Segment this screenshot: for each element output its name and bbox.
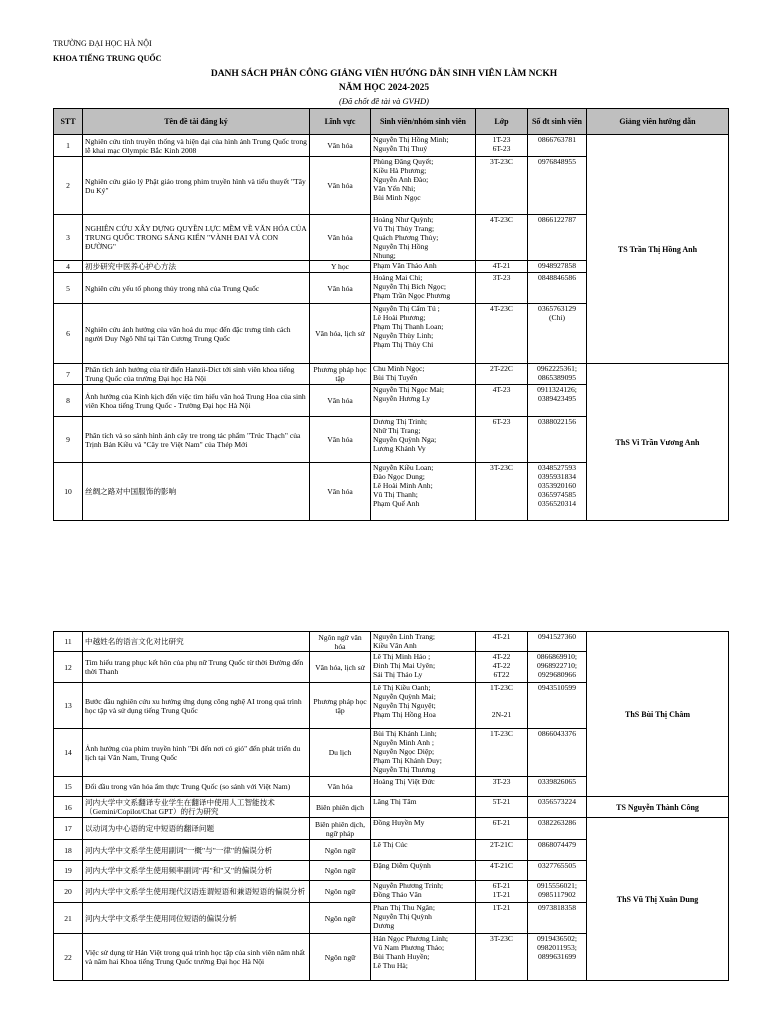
row-number: 22 — [54, 934, 83, 981]
phone-cell: 0911324126; 0389423495 — [528, 385, 587, 417]
class-cell: 1T-23 6T-23 — [476, 135, 528, 157]
topic-cell: 河内大学中文系学生使用副词"一概"与"一律"的偏误分析 — [83, 840, 310, 861]
topic-cell: Ảnh hưởng của Kinh kịch đến việc tìm hiểu văn hoá Trung Hoa của sinh viên Khoa tiếng Trung Quốc - Trường Đại học Hà Nội — [83, 385, 310, 417]
advisor-cell: ThS Vũ Thị Xuân Dung — [587, 818, 729, 981]
row-number: 18 — [54, 840, 83, 861]
students-cell: Chu Minh Ngọc; Bùi Thị Tuyến — [371, 364, 476, 385]
class-cell: 3T-23C — [476, 157, 528, 215]
students-cell: Hoàng Mai Chi; Nguyễn Thị Bích Ngọc; Phạm Trần Ngọc Phương — [371, 273, 476, 304]
col-header-topic: Tên đề tài đăng ký — [83, 109, 310, 135]
row-number: 15 — [54, 777, 83, 797]
document-title: DANH SÁCH PHÂN CÔNG GIẢNG VIÊN HƯỚNG DẪN SINH VIÊN LÀM NCKH — [210, 69, 558, 79]
row-number: 5 — [54, 273, 83, 304]
topic-cell: Bước đầu nghiên cứu xu hướng ứng dụng công nghệ AI trong quá trình học tập và sử dụng tiếng Trung Quốc — [83, 683, 310, 729]
table-row — [54, 818, 729, 840]
row-number: 17 — [54, 818, 83, 840]
class-cell: 4T-21 — [476, 261, 528, 273]
topic-cell: 丝绸之路对中国服饰的影响 — [83, 463, 310, 521]
phone-cell: 0868074479 — [528, 840, 587, 861]
class-cell: 4T-23C — [476, 215, 528, 261]
students-cell: Nguyễn Thị Ngọc Mai; Nguyễn Hương Ly — [371, 385, 476, 417]
topic-cell: Nghiên cứu ảnh hưởng của văn hoá du mục đến đặc trưng tính cách người Duy Ngô Nhĩ tại Tân Cương Trung Quốc — [83, 304, 310, 364]
topic-cell: Nghiên cứu tính truyền thống và hiện đại của hình ảnh Trung Quốc trong lễ khai mạc Olympic Bắc Kinh 2008 — [83, 135, 310, 157]
phone-cell: 0382263286 — [528, 818, 587, 840]
students-cell: Nguyễn Thị Cẩm Tú ; Lê Hoài Phương; Phạm Thị Thanh Loan; Nguyễn Thùy Linh; Phạm Thị Thùy Chi — [371, 304, 476, 364]
class-cell: 4T-22 4T-22 6T22 — [476, 652, 528, 683]
row-number: 8 — [54, 385, 83, 417]
row-number: 13 — [54, 683, 83, 729]
phone-cell: 0973818358 — [528, 903, 587, 934]
topic-cell: Phân tích ảnh hưởng của từ điển Hanzii-Dict tới sinh viên khoa tiếng Trung Quốc của trường Đại học Hà Nội — [83, 364, 310, 385]
row-number: 10 — [54, 463, 83, 521]
students-cell: Nguyễn Linh Trang; Kiều Vân Anh — [371, 632, 476, 652]
class-cell: 3T-23C — [476, 934, 528, 981]
field-cell: Văn hóa — [310, 777, 371, 797]
students-cell: Hán Ngọc Phương Linh; Vũ Nam Phương Thảo; Bùi Thanh Huyền; Lê Thu Hà; — [371, 934, 476, 981]
field-cell: Ngôn ngữ văn hóa — [310, 632, 371, 652]
table-header-row — [54, 109, 729, 135]
field-cell: Biên phiên dịch, ngữ pháp — [310, 818, 371, 840]
topic-cell: 河内大学中文系翻译专业学生在翻译中使用人工智能技术（Gemini/Copilot/Chat GPT）的行为研究 — [83, 797, 310, 818]
field-cell: Y học — [310, 261, 371, 273]
topic-cell: 河内大学中文系学生使用同位短语的偏误分析 — [83, 903, 310, 934]
students-cell: Lê Thị Minh Hảo ; Đinh Thị Mai Uyên; Sái Thị Thảo Ly — [371, 652, 476, 683]
class-cell: 2T-22C — [476, 364, 528, 385]
col-header-class: Lớp — [476, 109, 528, 135]
students-cell: Phạm Văn Thảo Anh — [371, 261, 476, 273]
topic-cell: Ảnh hưởng của phim truyền hình "Đi đến nơi có gió" đến phát triển du lịch tại Vân Nam, Trung Quốc — [83, 729, 310, 777]
field-cell: Ngôn ngữ — [310, 861, 371, 881]
field-cell: Văn hóa — [310, 417, 371, 463]
university-name: TRƯỜNG ĐẠI HỌC HÀ NỘI — [53, 39, 152, 48]
class-cell: 4T-21 — [476, 632, 528, 652]
topic-cell: 中越姓名的语言文化对比研究 — [83, 632, 310, 652]
phone-cell: 0388022156 — [528, 417, 587, 463]
row-number: 14 — [54, 729, 83, 777]
topic-cell: Nghiên cứu yếu tố phong thủy trong nhà của Trung Quốc — [83, 273, 310, 304]
field-cell: Văn hóa — [310, 273, 371, 304]
phone-cell: 0339826065 — [528, 777, 587, 797]
class-cell: 3T-23 — [476, 273, 528, 304]
col-header-students: Sinh viên/nhóm sinh viên — [371, 109, 476, 135]
phone-cell: 0919436502; 0982011953; 0899631699 — [528, 934, 587, 981]
field-cell: Ngôn ngữ — [310, 903, 371, 934]
field-cell: Ngôn ngữ — [310, 840, 371, 861]
class-cell: 6T-21 1T-21 — [476, 881, 528, 903]
class-cell: 5T-21 — [476, 797, 528, 818]
topic-cell: NGHIÊN CỨU XÂY DỰNG QUYỀN LỰC MỀM VỀ VĂN HÓA CỦA TRUNG QUỐC TRONG SÁNG KIẾN "VÀNH ĐAI VÀ CON ĐƯỜNG" — [83, 215, 310, 261]
class-cell: 6T-21 — [476, 818, 528, 840]
students-cell: Dương Thị Trinh; Nhữ Thị Trang; Nguyễn Quỳnh Nga; Lương Khánh Vy — [371, 417, 476, 463]
class-cell: 4T-23C — [476, 304, 528, 364]
students-cell: Hoàng Như Quỳnh; Vũ Thị Thùy Trang; Quách Phương Thủy; Nguyễn Thị Hồng Nhung; — [371, 215, 476, 261]
col-header-field: Lĩnh vực — [310, 109, 371, 135]
row-number: 16 — [54, 797, 83, 818]
students-cell: Lê Thị Cúc — [371, 840, 476, 861]
phone-cell: 0848846586 — [528, 273, 587, 304]
col-header-advisor: Giảng viên hướng dẫn — [587, 109, 729, 135]
phone-cell: 0943510599 — [528, 683, 587, 729]
advisor-cell: ThS Bùi Thị Châm — [587, 632, 729, 797]
field-cell: Du lịch — [310, 729, 371, 777]
phone-cell: 0866763781 — [528, 135, 587, 157]
class-cell: 4T-21C — [476, 861, 528, 881]
class-cell: 3T-23C — [476, 463, 528, 521]
class-cell: 6T-23 — [476, 417, 528, 463]
row-number: 2 — [54, 157, 83, 215]
students-cell: Đồng Huyền My — [371, 818, 476, 840]
row-number: 11 — [54, 632, 83, 652]
field-cell: Ngôn ngữ — [310, 881, 371, 903]
advisor-cell: TS Nguyễn Thành Công — [587, 797, 729, 818]
col-header-stt: STT — [54, 109, 83, 135]
phone-cell: 0348527593 0395931834 0353920160 0365974585 0356520314 — [528, 463, 587, 521]
field-cell: Biên phiên dịch — [310, 797, 371, 818]
row-number: 12 — [54, 652, 83, 683]
class-cell: 1T-23C — [476, 729, 528, 777]
row-number: 21 — [54, 903, 83, 934]
phone-cell: 0866122787 — [528, 215, 587, 261]
row-number: 6 — [54, 304, 83, 364]
class-cell: 1T-21 — [476, 903, 528, 934]
students-cell: Phùng Đăng Quyết; Kiều Hà Phương; Nguyễn Anh Đào; Văn Yến Nhi; Bùi Minh Ngọc — [371, 157, 476, 215]
students-cell: Bùi Thị Khánh Linh; Nguyễn Minh Anh ; Nguyễn Ngọc Diệp; Phạm Thị Khánh Duy; Nguyễn Thị Thương — [371, 729, 476, 777]
document-subtitle: (Đã chốt đề tài và GVHD) — [339, 96, 429, 106]
phone-cell: 0365763129 (Chi) — [528, 304, 587, 364]
field-cell: Văn hóa — [310, 135, 371, 157]
topic-cell: Nghiên cứu giáo lý Phật giáo trong phim truyền hình và tiểu thuyết "Tây Du Ký" — [83, 157, 310, 215]
topic-cell: Đối đầu trong văn hóa ẩm thực Trung Quốc (so sánh với Việt Nam) — [83, 777, 310, 797]
phone-cell: 0915556021; 0985117902 — [528, 881, 587, 903]
students-cell: Lê Thị Kiều Oanh; Nguyễn Quỳnh Mai; Nguyễn Thị Nguyệt; Phạm Thị Hồng Hoa — [371, 683, 476, 729]
table-row — [54, 797, 729, 818]
field-cell: Văn hóa — [310, 215, 371, 261]
field-cell: Văn hóa — [310, 157, 371, 215]
class-cell: 1T-23C 2N-21 — [476, 683, 528, 729]
topic-cell: Tìm hiểu trang phục kết hôn của phụ nữ Trung Quốc từ thời Đường đến thời Thanh — [83, 652, 310, 683]
topic-cell: Việc sử dụng từ Hán Việt trong quá trình học tập của sinh viên năm nhất và năm hai Khoa tiếng Trung Quốc trường Đại học Hà Nội — [83, 934, 310, 981]
phone-cell: 0356573224 — [528, 797, 587, 818]
assignment-table-page-1 — [53, 108, 729, 521]
phone-cell: 0976848955 — [528, 157, 587, 215]
phone-cell: 0941527360 — [528, 632, 587, 652]
topic-cell: 以动词为中心语的定中短语的翻译问题 — [83, 818, 310, 840]
phone-cell: 0327765505 — [528, 861, 587, 881]
phone-cell: 0962225361; 0865389095 — [528, 364, 587, 385]
class-cell: 4T-23 — [476, 385, 528, 417]
students-cell: Nguyễn Kiều Loan; Đào Ngọc Dung; Lê Hoài Minh Anh; Vũ Thị Thanh; Phạm Quế Anh — [371, 463, 476, 521]
row-number: 4 — [54, 261, 83, 273]
field-cell: Ngôn ngữ — [310, 934, 371, 981]
row-number: 9 — [54, 417, 83, 463]
row-number: 3 — [54, 215, 83, 261]
phone-cell: 0866869910; 0968922710; 0929680966 — [528, 652, 587, 683]
students-cell: Phan Thị Thu Ngân; Nguyễn Thị Quỳnh Dương — [371, 903, 476, 934]
students-cell: Lăng Thị Tâm — [371, 797, 476, 818]
assignment-table-page-2 — [53, 631, 729, 981]
topic-cell: 初步研究中医养心护心方法 — [83, 261, 310, 273]
class-cell: 2T-21C — [476, 840, 528, 861]
field-cell: Văn hóa, lịch sử — [310, 304, 371, 364]
academic-year: NĂM HỌC 2024-2025 — [338, 83, 430, 93]
students-cell: Nguyễn Phương Trinh; Đồng Thảo Vân — [371, 881, 476, 903]
table-row — [54, 135, 729, 157]
field-cell: Phương pháp học tập — [310, 683, 371, 729]
phone-cell: 0866043376 — [528, 729, 587, 777]
advisor-cell: TS Trần Thị Hồng Anh — [587, 135, 729, 364]
topic-cell: Phân tích và so sánh hình ảnh cây tre trong tác phẩm "Trúc Thạch" của Trịnh Bản Kiều và "Cây tre Việt Nam" của Thép Mới — [83, 417, 310, 463]
row-number: 19 — [54, 861, 83, 881]
col-header-phone: Số đt sinh viên — [528, 109, 587, 135]
class-cell: 3T-23 — [476, 777, 528, 797]
students-cell: Đặng Diễm Quỳnh — [371, 861, 476, 881]
topic-cell: 河内大学中文系学生使用现代汉语连谓短语和兼语短语的偏误分析 — [83, 881, 310, 903]
topic-cell: 河内大学中文系学生使用频率副词"再"和"又"的偏误分析 — [83, 861, 310, 881]
field-cell: Phương pháp học tập — [310, 364, 371, 385]
phone-cell: 0948927858 — [528, 261, 587, 273]
students-cell: Nguyễn Thị Hồng Minh; Nguyễn Thị Thuý — [371, 135, 476, 157]
faculty-name: KHOA TIẾNG TRUNG QUỐC — [53, 54, 162, 63]
row-number: 7 — [54, 364, 83, 385]
table-row — [54, 632, 729, 652]
table-row — [54, 364, 729, 385]
row-number: 1 — [54, 135, 83, 157]
field-cell: Văn hóa — [310, 463, 371, 521]
field-cell: Văn hóa, lịch sử — [310, 652, 371, 683]
students-cell: Hoàng Thị Việt Đức — [371, 777, 476, 797]
row-number: 20 — [54, 881, 83, 903]
advisor-cell: ThS Vi Trần Vương Anh — [587, 364, 729, 521]
field-cell: Văn hóa — [310, 385, 371, 417]
